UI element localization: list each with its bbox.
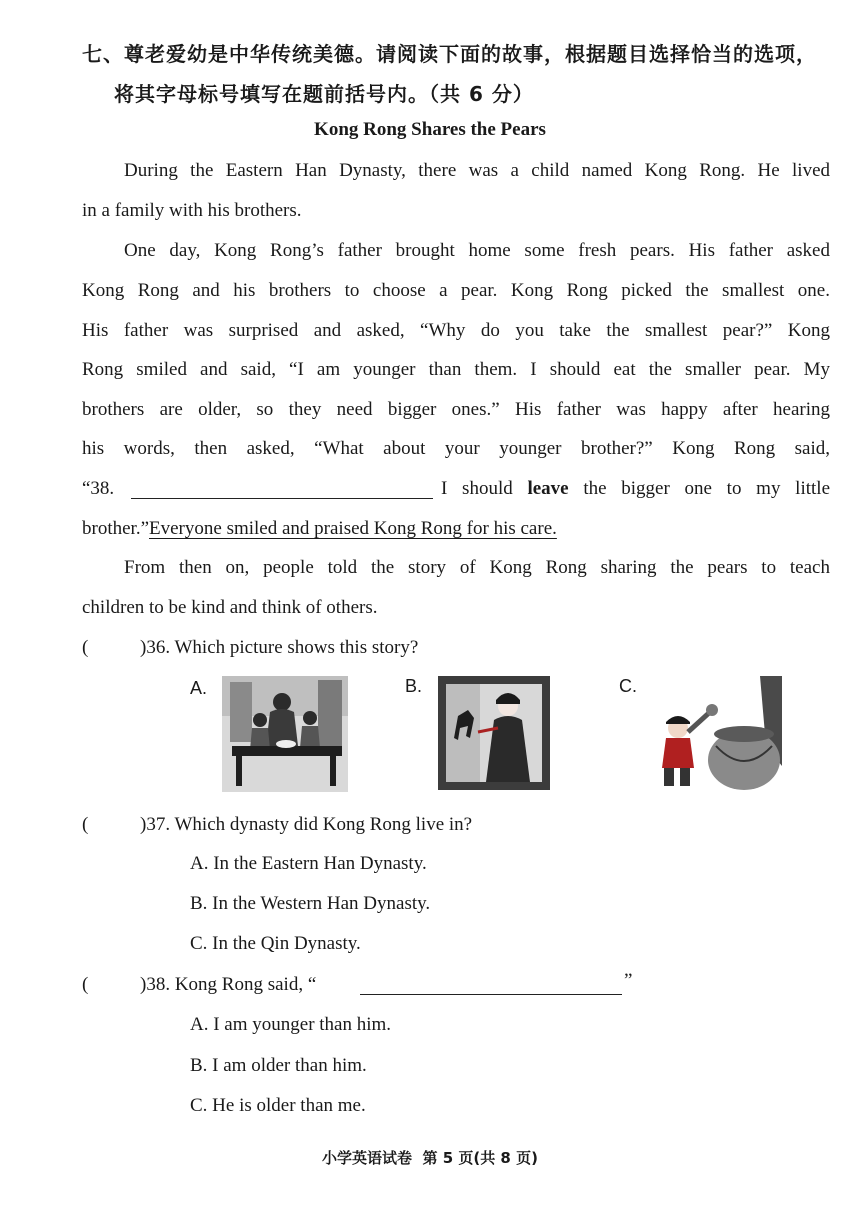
story-p1-line1: During the Eastern Han Dynasty, there was a child named Kong Rong. He lived — [124, 160, 830, 181]
story-p2-line7-suffix: I should leave the bigger one to my little — [441, 478, 831, 499]
story-p2-line1: One day, Kong Rong’s father brought home some fresh pears. His father asked — [124, 240, 830, 261]
story-p2-line7-prefix: “38. — [82, 478, 115, 499]
page-footer: 小学英语试卷 第 5 页(共 8 页) — [322, 1149, 538, 1167]
section-heading-line1: 七、尊老爱幼是中华传统美德。请阅读下面的故事，根据题目选择恰当的选项， — [82, 42, 817, 66]
underlined-sentence: Everyone smiled and praised Kong Rong for his care. — [149, 518, 557, 539]
q37-option-b: B. In the Western Han Dynasty. — [190, 893, 431, 914]
q36-text: )36. Which picture shows this story? — [140, 637, 419, 658]
answer-blank-38[interactable] — [131, 498, 433, 499]
story-p2-line4: Rong smiled and said, “I am younger than them. I should eat the smaller pear. My — [82, 359, 830, 380]
story-p2-line8: brother.”Everyone smiled and praised Kong Rong for his care. — [82, 518, 557, 539]
story-p2-line3: His father was surprised and asked, “Why do you take the smallest pear?” Kong — [82, 320, 830, 341]
section-heading-line2: 将其字母标号填写在题前括号内。（共 6 分） — [114, 82, 534, 106]
q37-option-c: C. In the Qin Dynasty. — [190, 933, 361, 954]
q38-option-c: C. He is older than me. — [190, 1095, 366, 1116]
q38-close-quote: ” — [624, 970, 633, 991]
picture-b[interactable] — [438, 676, 550, 790]
story-p1-line2: in a family with his brothers. — [82, 200, 302, 221]
q36-paren[interactable]: ( — [82, 637, 89, 658]
story-p3-line2: children to be kind and think of others. — [82, 597, 378, 618]
q38-option-b: B. I am older than him. — [190, 1055, 367, 1076]
q37-option-a: A. In the Eastern Han Dynasty. — [190, 853, 427, 874]
child-horse-drawing-illustration — [438, 676, 550, 790]
family-table-illustration — [222, 676, 348, 792]
child-water-jar-illustration — [648, 676, 782, 794]
story-p3-line1: From then on, people told the story of Kong Rong sharing the pears to teach — [124, 557, 830, 578]
q36-option-c-label: C. — [619, 676, 637, 696]
q38-blank[interactable] — [360, 994, 622, 995]
q38-text: )38. Kong Rong said, “ — [140, 974, 317, 995]
picture-a[interactable] — [222, 676, 348, 792]
story-p2-line6: his words, then asked, “What about your younger brother?” Kong Rong said, — [82, 438, 830, 459]
bold-word-leave: leave — [527, 478, 569, 499]
story-p2-line2: Kong Rong and his brothers to choose a pear. Kong Rong picked the smallest one. — [82, 280, 830, 301]
story-title: Kong Rong Shares the Pears — [314, 119, 546, 140]
q38-option-a: A. I am younger than him. — [190, 1014, 392, 1035]
q36-option-a-label: A. — [190, 678, 208, 698]
q36-option-b-label: B. — [405, 676, 423, 696]
q38-paren[interactable]: ( — [82, 974, 89, 995]
story-p2-line5: brothers are older, so they need bigger ones.” His father was happy after hearing — [82, 399, 830, 420]
q37-text: )37. Which dynasty did Kong Rong live in? — [140, 814, 473, 835]
picture-c[interactable] — [648, 676, 782, 794]
q37-paren[interactable]: ( — [82, 814, 89, 835]
